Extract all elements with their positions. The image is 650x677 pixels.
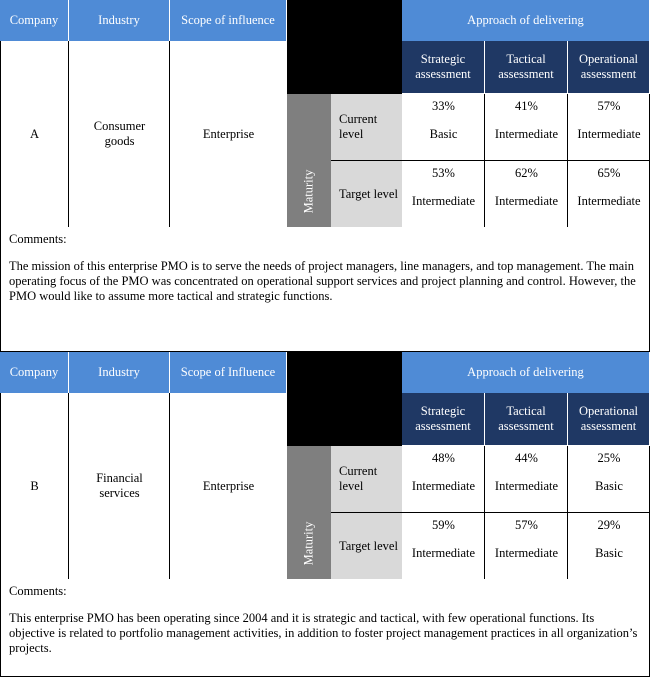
current-operational: 57% Intermediate — [577, 99, 641, 141]
target-operational: 29% Basic — [595, 518, 623, 560]
header-industry: Industry — [69, 352, 170, 393]
grid-line — [331, 160, 650, 161]
current-level-label: Current level — [331, 94, 402, 160]
target-tactical: 57% Intermediate — [494, 518, 559, 560]
header-industry: Industry — [69, 0, 170, 41]
header-company: Company — [0, 0, 69, 41]
header-scope: Scope of influence — [170, 0, 287, 41]
header-scope: Scope of Influence — [170, 352, 287, 393]
grid-line — [68, 393, 69, 579]
subheader-strategic: Strategic assessment — [402, 41, 485, 94]
subheader-operational: Operational assessment — [568, 41, 650, 94]
maturity-label: Maturity — [287, 94, 331, 227]
pmo-table-b — [0, 352, 650, 677]
subheader-tactical: Tactical assessment — [485, 393, 568, 446]
grid-line — [169, 393, 170, 579]
comments-text: The mission of this enterprise PMO is to serve the needs of project managers, line managers, and top management. The main operating focus of the PMO was concentrated on operational support services and project planning and control. However, the PMO would like to assume more tactical and strategic functions. — [9, 259, 636, 303]
comments-label: Comments: — [9, 584, 67, 598]
target-level-label: Target level — [331, 161, 402, 227]
comments-label: Comments: — [9, 232, 67, 246]
maturity-label: Maturity — [287, 446, 331, 579]
target-strategic: 53% Intermediate — [411, 166, 476, 208]
header-approach: Approach of delivering — [402, 352, 650, 393]
current-operational: 25% Basic — [595, 451, 623, 493]
company-cell: B — [30, 478, 39, 493]
grid-line — [0, 41, 1, 227]
grid-line — [0, 393, 1, 579]
black-header-block — [287, 0, 402, 94]
subheader-operational: Operational assessment — [568, 393, 650, 446]
grid-line — [169, 41, 170, 227]
current-strategic: 33% Basic — [429, 99, 458, 141]
subheader-strategic: Strategic assessment — [402, 393, 485, 446]
current-strategic: 48% Intermediate — [411, 451, 476, 493]
comments-text: This enterprise PMO has been operating since 2004 and it is strategic and tactical, with few operational functions. Its objective is related to portfolio management activities, in addition to foster project management practices in all organization’s projects. — [9, 611, 638, 655]
target-operational: 65% Intermediate — [577, 166, 641, 208]
target-strategic: 59% Intermediate — [411, 518, 476, 560]
comments-box — [0, 227, 650, 352]
target-level-label: Target level — [331, 513, 402, 579]
company-cell: A — [29, 126, 40, 141]
industry-cell: Consumer goods — [93, 119, 146, 148]
black-header-block — [287, 352, 402, 446]
current-tactical: 41% Intermediate — [494, 99, 559, 141]
industry-cell: Financial services — [96, 471, 143, 500]
header-approach: Approach of delivering — [402, 0, 650, 41]
current-tactical: 44% Intermediate — [494, 451, 559, 493]
grid-line — [68, 41, 69, 227]
comments-box — [0, 579, 650, 677]
target-tactical: 62% Intermediate — [494, 166, 559, 208]
scope-cell: Enterprise — [202, 478, 255, 493]
current-level-label: Current level — [331, 446, 402, 512]
grid-line — [331, 512, 650, 513]
scope-cell: Enterprise — [202, 126, 255, 141]
header-company: Company — [0, 352, 69, 393]
subheader-tactical: Tactical assessment — [485, 41, 568, 94]
